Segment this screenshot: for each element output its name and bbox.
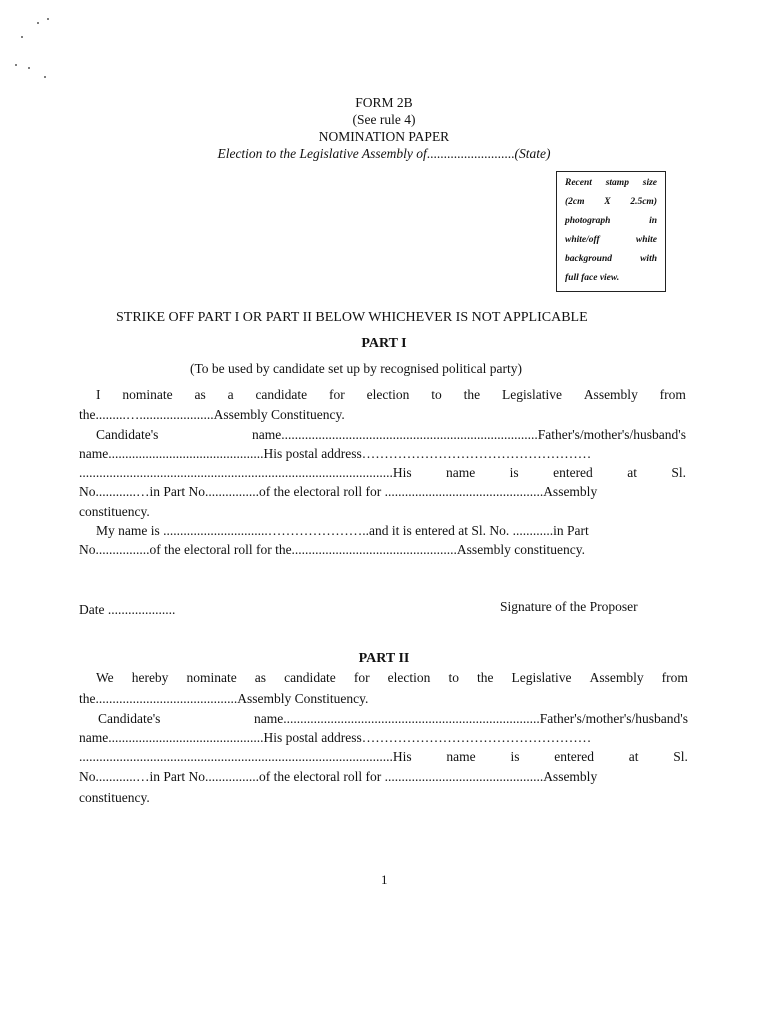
photo-word: full face view. — [565, 273, 620, 283]
word: .............................................................................................His — [79, 465, 412, 480]
photo-text-line — [565, 216, 657, 226]
word: entered — [553, 465, 593, 480]
word: at — [627, 465, 637, 480]
word: name — [446, 749, 476, 764]
word: No............…in Part No................of the electoral roll for ...............................................Assembly — [79, 769, 598, 784]
word: candidate — [255, 387, 308, 402]
part2-constituency-word: constituency. — [79, 790, 150, 805]
word: from — [659, 387, 686, 402]
word: Assembly — [583, 387, 638, 402]
proposer-signature-label: Signature of the Proposer — [500, 599, 638, 614]
part1-proposer-roll-line: No................of the electoral roll for the.................................................Assembly constituency. — [79, 542, 586, 557]
part1-heading: PART I — [361, 336, 407, 351]
part1-postal-address-line: name..............................................His postal address…………………………………………… — [79, 446, 592, 461]
photo-word: in — [649, 216, 657, 226]
word: election — [366, 387, 410, 402]
photo-word: X — [604, 197, 611, 207]
word: My name is ...............................…………………..and it is entered at Sl. No. ............in Part — [96, 523, 589, 538]
word: Sl. — [671, 465, 686, 480]
word: I — [96, 387, 101, 402]
word: is — [510, 749, 520, 764]
word: as — [254, 670, 267, 685]
photo-text-line — [565, 197, 657, 207]
part1-constituency-line: the.........…......................Assembly Constituency. — [79, 407, 345, 422]
word: Sl. — [673, 749, 688, 764]
part1-electoral-roll-line — [79, 484, 686, 500]
part1-proposer-name-line — [96, 523, 686, 539]
word: a — [227, 387, 234, 402]
word: candidate — [284, 670, 336, 685]
part2-entered-line — [79, 749, 688, 765]
form-paper-title: NOMINATION PAPER — [318, 129, 450, 144]
photo-text-line — [565, 254, 657, 264]
election-dots: .......................... — [426, 146, 515, 161]
word: nominate — [186, 670, 237, 685]
page-number: 1 — [381, 872, 388, 887]
strike-off-instruction: STRIKE OFF PART I OR PART II BELOW WHICHEVER IS NOT APPLICABLE — [116, 310, 588, 325]
word: entered — [554, 749, 594, 764]
photo-word: size — [642, 178, 657, 188]
word: name............................................................................Father's/mother's/husband's — [251, 427, 686, 442]
election-prefix: Election to the Legislative Assembly of — [217, 146, 427, 161]
word: is — [509, 465, 519, 480]
photo-text-line — [565, 178, 657, 188]
part2-constituency-line: the..........................................Assembly Constituency. — [79, 691, 369, 706]
photo-word: Recent — [565, 178, 592, 188]
part1-candidate-name-line — [96, 427, 686, 443]
word: nominate — [122, 387, 173, 402]
photo-word: white — [635, 235, 657, 245]
word: .............................................................................................His — [79, 749, 412, 764]
photo-word: background — [565, 254, 612, 264]
word: Legislative — [501, 387, 562, 402]
form-title: FORM 2B — [355, 95, 413, 110]
word: from — [661, 670, 688, 685]
part1-para-line — [96, 387, 686, 403]
word: the — [477, 670, 494, 685]
word: name — [446, 465, 476, 480]
word: Candidate's — [98, 711, 161, 726]
photo-text-line — [565, 273, 657, 283]
word: to — [448, 670, 459, 685]
part2-para-line — [96, 670, 688, 686]
part2-heading: PART II — [358, 651, 410, 666]
word: to — [431, 387, 442, 402]
photo-word: (2cm — [565, 197, 585, 207]
word: We — [96, 670, 114, 685]
photo-word: 2.5cm) — [630, 197, 657, 207]
election-state: (State) — [514, 146, 551, 161]
word: for — [329, 387, 345, 402]
word: name............................................................................Father's/mother's/husband's — [253, 711, 688, 726]
word: Legislative — [511, 670, 572, 685]
part2-electoral-roll-line — [79, 769, 688, 785]
photo-word: stamp — [605, 178, 629, 188]
word: the — [463, 387, 481, 402]
election-line — [0, 146, 768, 162]
word: for — [353, 670, 370, 685]
word: hereby — [131, 670, 169, 685]
word: Assembly — [589, 670, 644, 685]
form-rule: (See rule 4) — [352, 112, 416, 127]
word: No............…in Part No................of the electoral roll for ...............................................Assembly — [79, 484, 598, 499]
part1-constituency-word: constituency. — [79, 504, 150, 519]
part1-subheading: (To be used by candidate set up by recognised political party) — [190, 361, 522, 376]
part2-postal-address-line: name..............................................His postal address…………………………………………… — [79, 730, 592, 745]
photo-word: white/off — [565, 235, 600, 245]
part1-entered-line — [79, 465, 686, 481]
photo-text-line — [565, 235, 657, 245]
date-field: Date .................... — [79, 602, 176, 617]
word: Candidate's — [96, 427, 159, 442]
photo-word: with — [640, 254, 657, 264]
word: as — [194, 387, 206, 402]
part2-candidate-name-line — [98, 711, 688, 727]
word: at — [628, 749, 639, 764]
photo-word: photograph — [565, 216, 611, 226]
word: election — [387, 670, 431, 685]
